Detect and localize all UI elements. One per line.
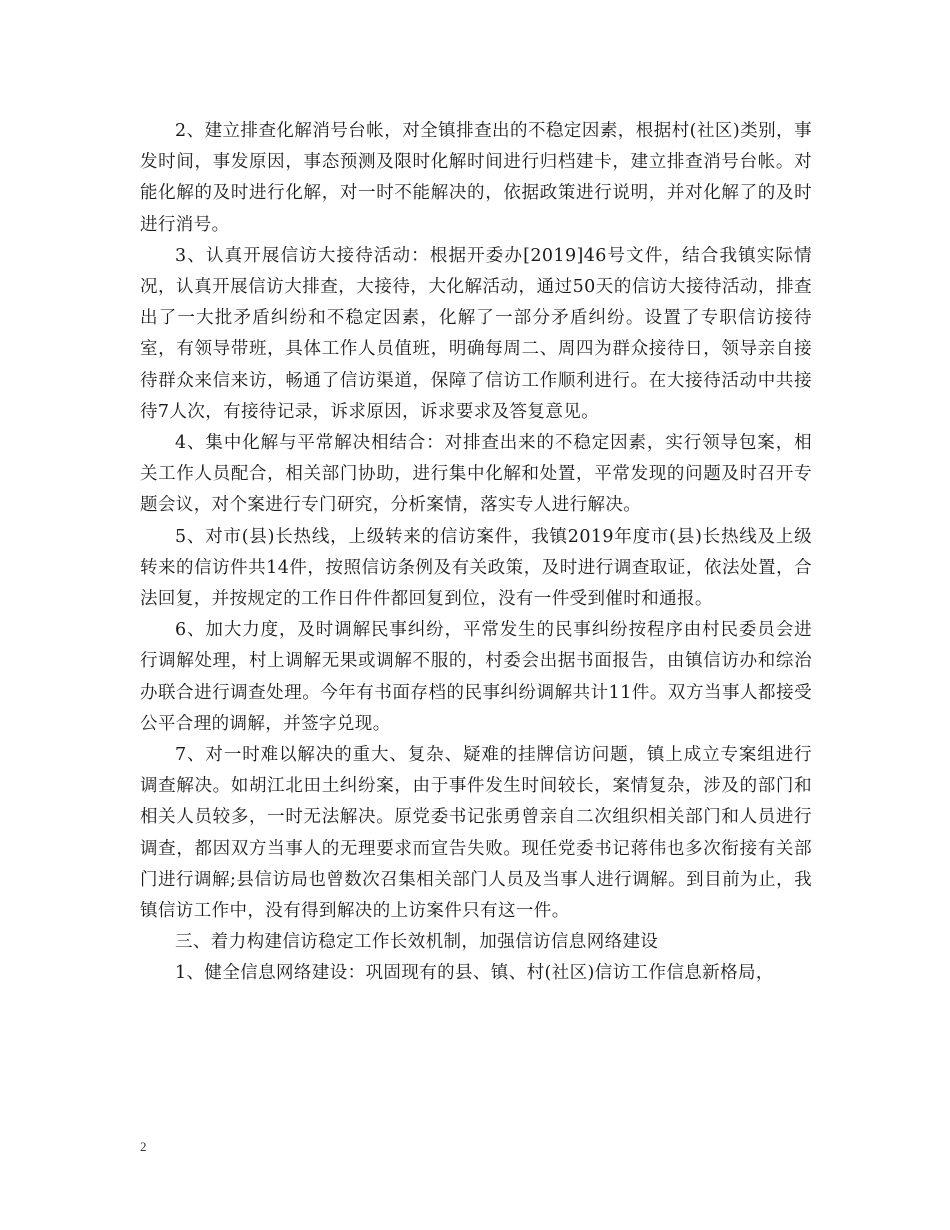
paragraph-item-7-special-cases: 7、对一时难以解决的重大、复杂、疑难的挂牌信访问题，镇上成立专案组进行调查解决。如胡江北田土纠纷案，由于事件发生时间较长，案情复杂，涉及的部门和相关人员较多，一时无法解决。原党委书记张勇曾亲自二次组织相关部门和人员进行调查，都因双方当事人的无理要求而宣告失败。现任党委书记蒋伟也多次衔接有关部门进行调解;县信访局也曾数次召集相关部门人员及当事人进行调解。到目前为止，我镇信访工作中，没有得到解决的上访案件只有这一件。 [140,745,812,922]
paragraph-item-5-hotline: 5、对市(县)长热线，上级转来的信访案件，我镇2019年度市(县)长热线及上级转来的信访件共14件，按照信访条例及有关政策，及时进行调查取证，依法处置，合法回复，并按规定的工作日件件都回复到位，没有一件受到催时和通报。 [140,526,812,610]
paragraph-item-6-mediation: 6、加大力度，及时调解民事纠纷，平常发生的民事纠纷按程序由村民委员会进行调解处理，村上调解无果或调解不服的，村委会出据书面报告，由镇信访办和综治办联合进行调查处理。今年有书面存档的民事纠纷调解共计11件。双方当事人都接受公平合理的调解，并签字兑现。 [140,620,812,734]
paragraph-item-4-resolution: 4、集中化解与平常解决相结合：对排查出来的不稳定因素，实行领导包案，相关工作人员配合，相关部门协助，进行集中化解和处置，平常发现的问题及时召开专题会议，对个案进行专门研究，分析案情，落实专人进行解决。 [140,433,812,516]
section-heading-3: 三、着力构建信访稳定工作长效机制，加强信访信息网络建设 [175,932,659,953]
paragraph-item-2-ledger: 2、建立排查化解消号台帐，对全镇排查出的不稳定因素，根据村(社区)类别，事发时间，事发原因，事态预测及限时化解时间进行归档建卡，建立排查消号台帐。对能化解的及时进行化解，对一时不能解决的，依据政策进行说明，并对化解了的及时进行消号。 [140,121,812,235]
document-body [140,116,812,990]
paragraph-item-3-reception: 3、认真开展信访大接待活动：根据开委办[2019]46号文件，结合我镇实际情况，认真开展信访大排查，大接待，大化解活动，通过50天的信访大接待活动，排查出了一大批矛盾纠纷和不稳定因素，化解了一部分矛盾纠纷。设置了专职信访接待室，有领导带班，具体工作人员值班，明确每周二、周四为群众接待日，领导亲自接待群众来信来访，畅通了信访渠道，保障了信访工作顺利进行。在大接待活动中共接待7人次，有接待记录，诉求原因，诉求要求及答复意见。 [140,245,812,422]
paragraph-item-1-network: 1、健全信息网络建设：巩固现有的县、镇、村(社区)信访工作信息新格局， [175,963,774,984]
page-number: 2 [140,1139,147,1154]
